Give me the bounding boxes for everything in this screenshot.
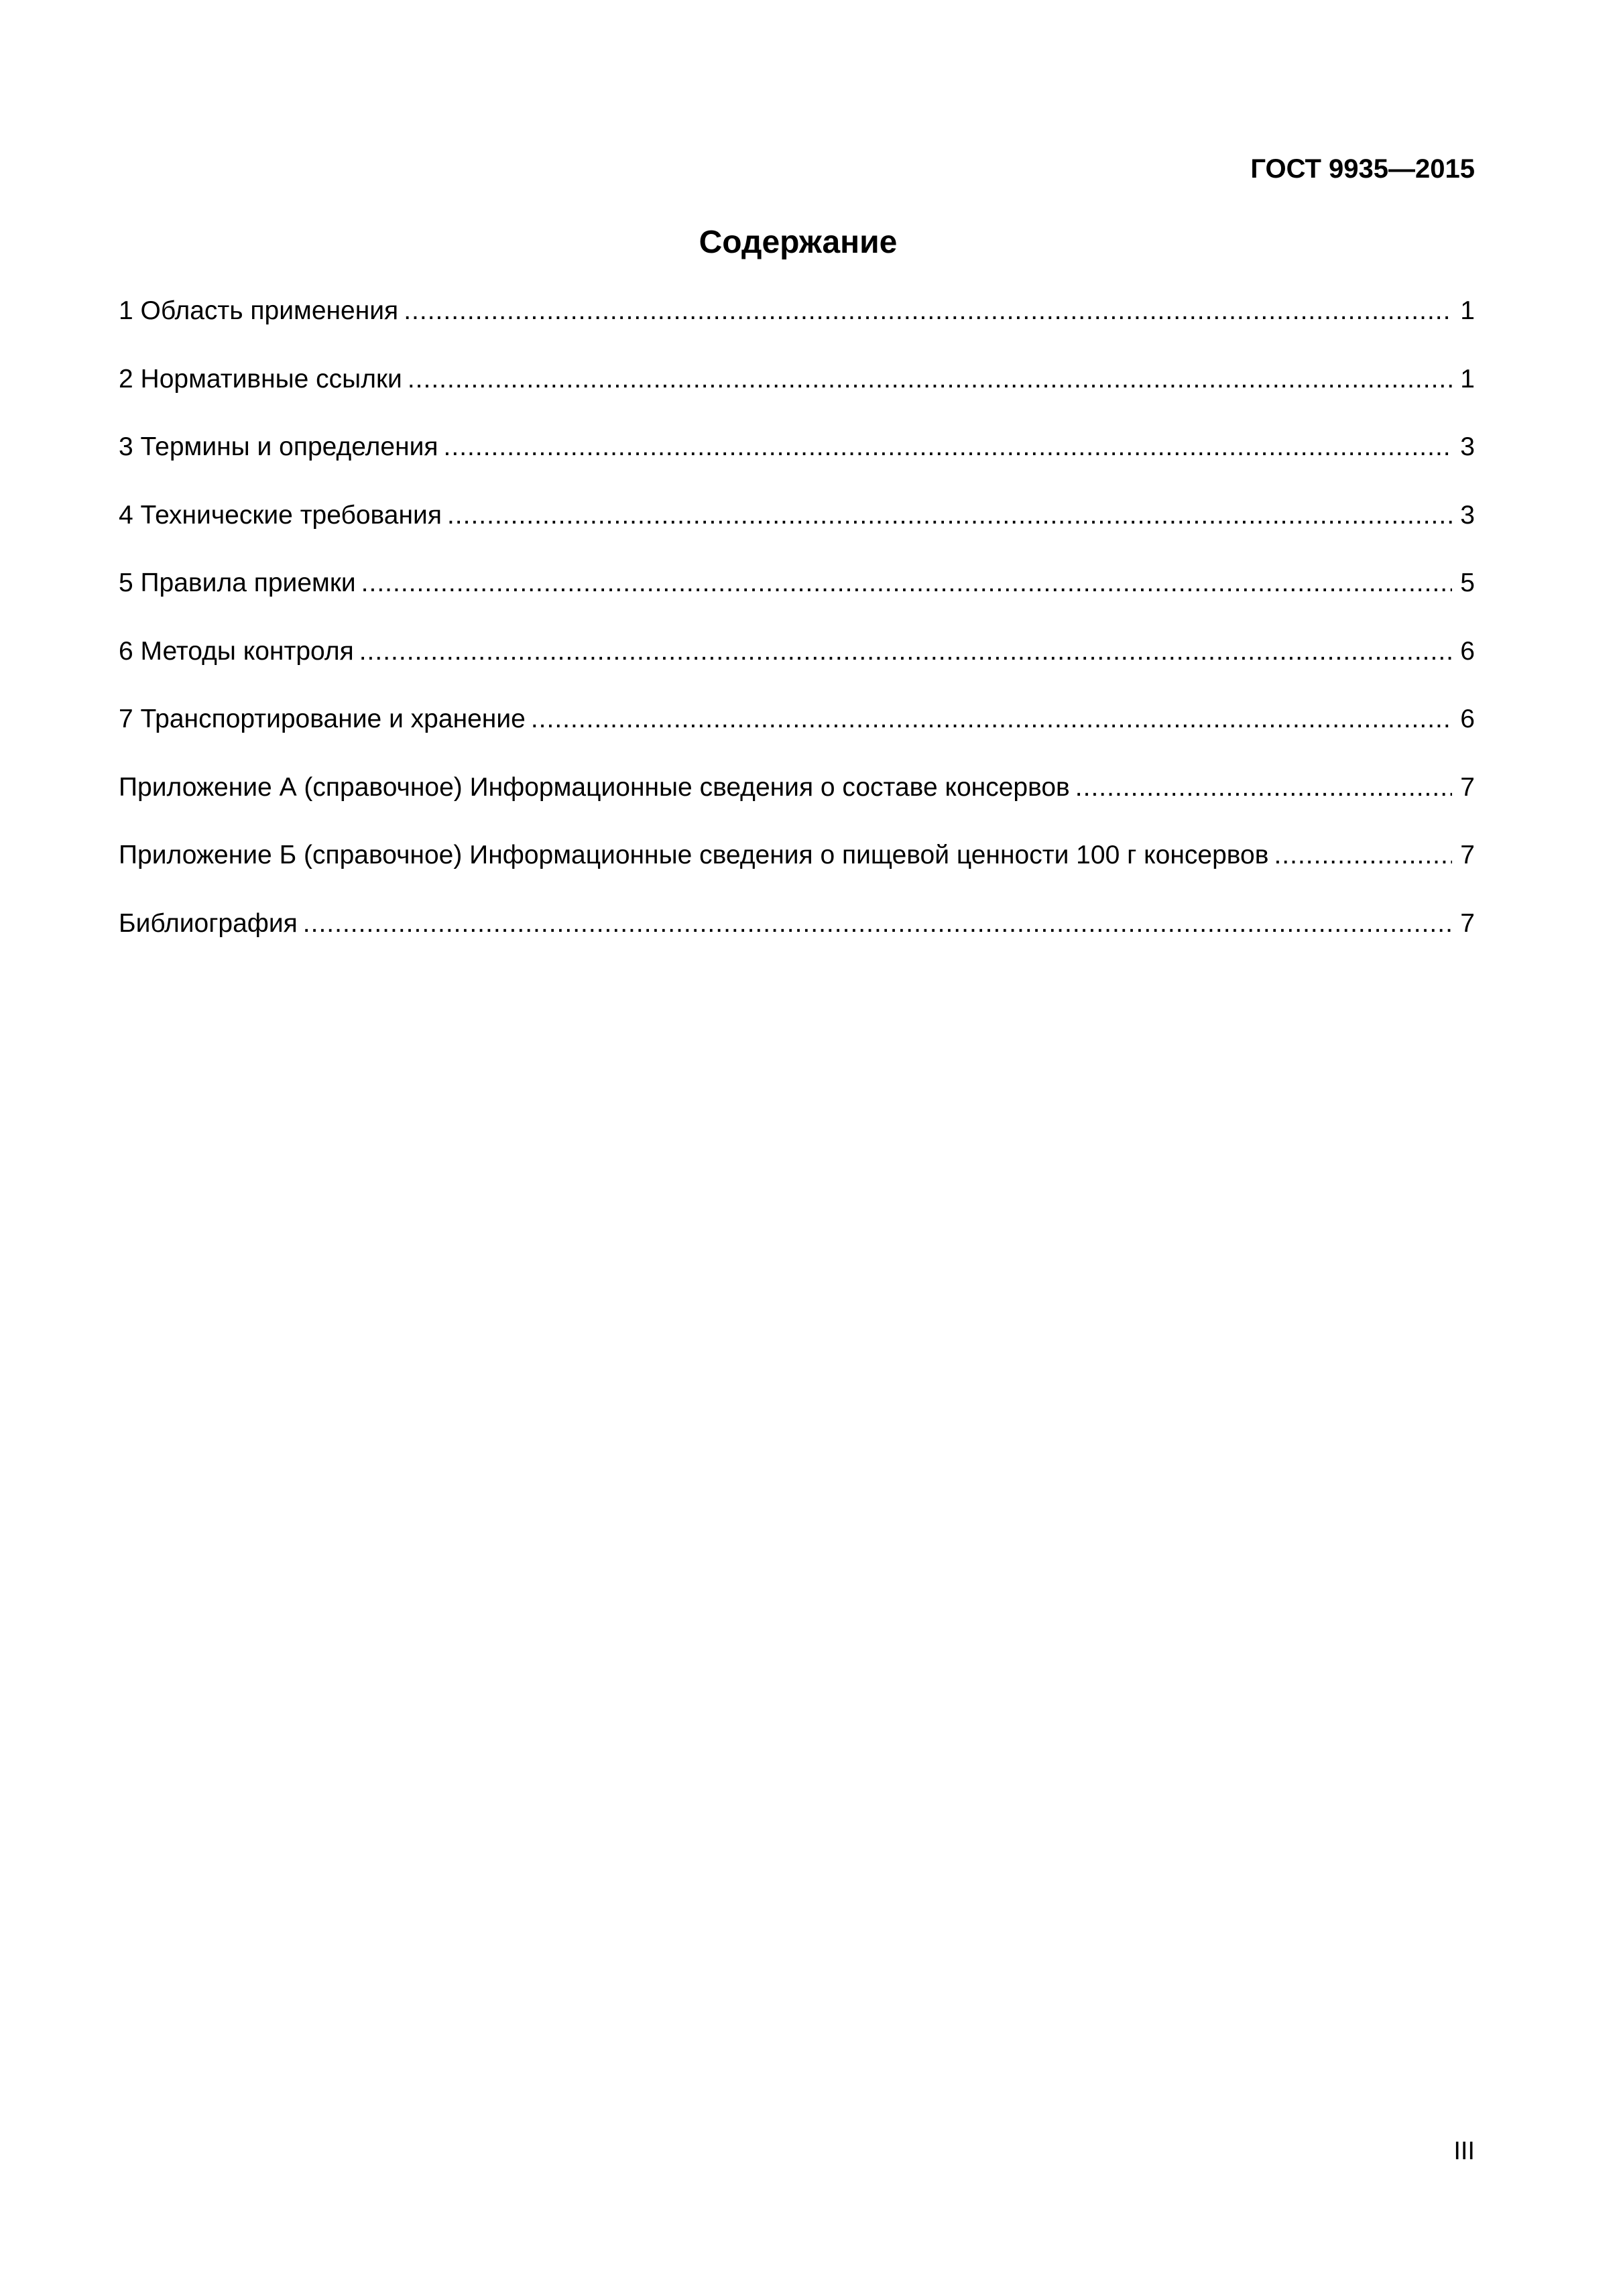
toc-entry-label: Приложение Б (справочное) Информационные сведения о пищевой ценности 100 г консервов [119, 841, 1269, 869]
toc-leader-dots [361, 567, 1452, 599]
page-number: III [1453, 2137, 1475, 2165]
toc-entry-label: 1 Область применения [119, 296, 399, 325]
toc-entry[interactable] [119, 431, 1475, 499]
toc-entry-page: 6 [1460, 636, 1475, 666]
toc-entry-label: 3 Термины и определения [119, 432, 438, 461]
toc-entry-page: 3 [1460, 500, 1475, 530]
toc-entry-label: 5 Правила приемки [119, 568, 356, 597]
toc-entry-page: 7 [1460, 908, 1475, 938]
toc-entry[interactable] [119, 499, 1475, 568]
toc-leader-dots [408, 363, 1452, 396]
toc-entry-label: 7 Транспортирование и хранение [119, 705, 526, 733]
toc-leader-dots [404, 295, 1452, 327]
toc-entry-label: Приложение А (справочное) Информационные сведения о составе консервов [119, 772, 1070, 802]
toc-leader-dots [303, 908, 1452, 940]
toc-entry-page: 5 [1460, 568, 1475, 597]
toc-leader-dots [531, 703, 1452, 735]
toc-entry-page: 3 [1460, 432, 1475, 461]
toc-entry[interactable] [119, 636, 1475, 704]
toc-entry-page: 1 [1460, 364, 1475, 394]
toc-entry-label: 6 Методы контроля [119, 636, 354, 666]
toc-leader-dots [1274, 839, 1452, 871]
toc-leader-dots [444, 431, 1452, 463]
document-code: ГОСТ 9935—2015 [1250, 154, 1475, 184]
toc-leader-dots [359, 636, 1452, 668]
toc-entry[interactable] [119, 363, 1475, 432]
toc-title: Содержание [699, 225, 898, 260]
toc-entry[interactable] [119, 772, 1475, 840]
toc-entry[interactable] [119, 908, 1475, 976]
toc-entry-page: 7 [1460, 841, 1475, 869]
toc-entry-label: 2 Нормативные ссылки [119, 364, 402, 394]
toc-entry[interactable] [119, 567, 1475, 636]
toc-entry-page: 6 [1460, 705, 1475, 733]
toc-entry[interactable] [119, 703, 1475, 772]
toc-entry-page: 7 [1460, 772, 1475, 802]
toc-entry-label: Библиография [119, 908, 298, 938]
toc-entry[interactable] [119, 839, 1475, 908]
toc-entry-page: 1 [1460, 296, 1475, 325]
toc-list [119, 295, 1475, 975]
toc-leader-dots [1075, 772, 1452, 804]
toc-entry-label: 4 Технические требования [119, 500, 442, 530]
toc-leader-dots [447, 499, 1452, 532]
toc-entry[interactable] [119, 295, 1475, 363]
